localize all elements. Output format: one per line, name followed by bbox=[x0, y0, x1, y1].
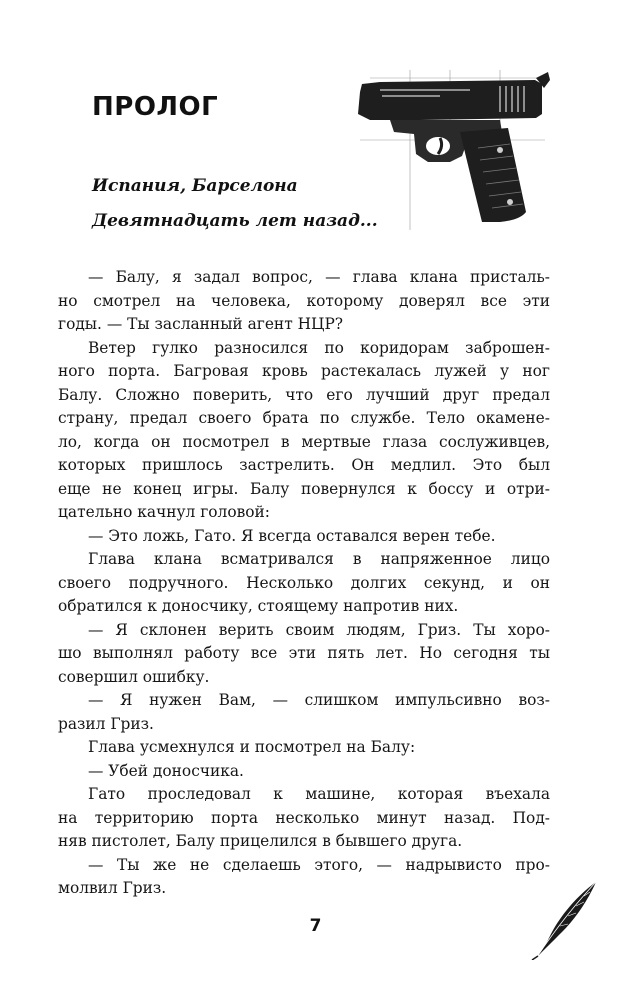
text-line: совершил ошибку. bbox=[58, 667, 210, 686]
text-line: — Это ложь, Гато. Я всегда оставался верен тебе. bbox=[88, 526, 496, 545]
text-line: молвил Гриз. bbox=[58, 879, 167, 897]
text-line: — Убей доносчика. bbox=[88, 761, 244, 780]
body-text bbox=[58, 266, 550, 901]
text-line: на территорию порта несколько минут назад. Под- bbox=[58, 808, 550, 827]
paragraph bbox=[58, 525, 550, 549]
text-line: Балу. Сложно поверить, что его лучший друг предал bbox=[58, 385, 550, 404]
text-line: — Балу, я задал вопрос, — глава клана присталь- bbox=[88, 268, 550, 286]
text-line: своего подручного. Несколько долгих секунд, и он bbox=[58, 573, 550, 592]
chapter-title: ПРОЛОГ bbox=[92, 92, 219, 122]
text-line: страну, предал своего брата по службе. Тело окамене- bbox=[58, 409, 550, 427]
page-number: 7 bbox=[309, 916, 322, 936]
text-line: Гато проследовал к машине, которая въехала bbox=[88, 785, 550, 803]
text-line: Ветер гулко разносился по коридорам заброшен- bbox=[88, 338, 550, 357]
text-line: Глава усмехнулся и посмотрел на Балу: bbox=[88, 738, 416, 756]
paragraph bbox=[58, 736, 550, 760]
paragraph bbox=[58, 266, 550, 337]
text-line: которых пришлось застрелить. Он медлил. Это был bbox=[58, 456, 550, 474]
quill-feather-icon bbox=[530, 880, 600, 960]
text-line: шо выполнял работу все эти пять лет. Но сегодня ты bbox=[58, 644, 550, 662]
setting-place: Испания, Барселона bbox=[92, 176, 298, 196]
pistol-icon bbox=[350, 70, 550, 230]
paragraph bbox=[58, 760, 550, 784]
text-line: — Ты же не сделаешь этого, — надрывисто про- bbox=[88, 855, 550, 874]
setting-time: Девятнадцать лет назад... bbox=[92, 211, 378, 231]
paragraph bbox=[58, 854, 550, 901]
text-line: — Я склонен верить своим людям, Гриз. Ты хоро- bbox=[88, 620, 550, 639]
paragraph bbox=[58, 619, 550, 690]
text-line: годы. — Ты засланный агент НЦР? bbox=[58, 315, 344, 333]
text-line: но смотрел на человека, которому доверял все эти bbox=[58, 291, 550, 310]
paragraph bbox=[58, 548, 550, 619]
text-line: — Я нужен Вам, — слишком импульсивно воз- bbox=[88, 691, 550, 709]
text-line: разил Гриз. bbox=[58, 714, 154, 733]
text-line: еще не конец игры. Балу повернулся к боссу и отри- bbox=[58, 479, 550, 498]
paragraph bbox=[58, 689, 550, 736]
text-line: Глава клана всматривался в напряженное лицо bbox=[88, 550, 550, 568]
paragraph bbox=[58, 783, 550, 854]
text-line: цательно качнул головой: bbox=[58, 503, 270, 521]
text-line: ло, когда он посмотрел в мертвые глаза сослуживцев, bbox=[58, 432, 550, 451]
text-line: ного порта. Багровая кровь растекалась лужей у ног bbox=[58, 362, 550, 380]
text-line: обратился к доносчику, стоящему напротив них. bbox=[58, 597, 459, 615]
paragraph bbox=[58, 337, 550, 525]
text-line: няв пистолет, Балу прицелился в бывшего друга. bbox=[58, 832, 463, 850]
